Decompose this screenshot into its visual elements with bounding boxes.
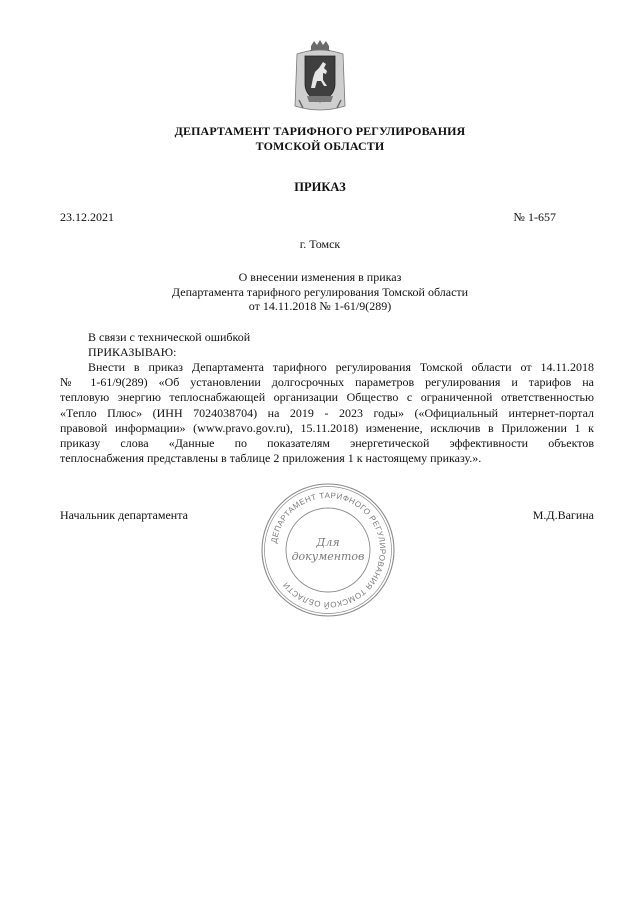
subject-line: О внесении изменения в приказ (238, 270, 402, 284)
basis-text: В связи с технической ошибкой (88, 330, 251, 344)
order-body (60, 360, 594, 466)
signatory-title: Начальник департамента (60, 508, 188, 522)
body-line: приказу слова «Данные по показателям энергетической эффективности объектов (60, 435, 594, 450)
tomsk-coat-of-arms-icon (293, 40, 347, 112)
document-city: г. Томск (299, 237, 341, 251)
document-number: № 1-657 (513, 210, 556, 224)
document-subject (0, 270, 640, 314)
subject-line: Департамента тарифного регулирования Томской области (171, 284, 469, 299)
department-name-line1: ДЕПАРТАМЕНТ ТАРИФНОГО РЕГУЛИРОВАНИЯ (174, 124, 466, 138)
signatory-name: М.Д.Вагина (532, 508, 594, 522)
stamp-inner-line2: документов (291, 550, 365, 563)
body-line: теплоснабжения представлены в таблице 2 приложения 1 к настоящему приказу.». (60, 451, 482, 466)
department-name-line2: ТОМСКОЙ ОБЛАСТИ (255, 139, 385, 153)
body-line: тепловую энергию теплоснабжающей организации Общество с ограниченной ответственностью (60, 390, 594, 405)
order-word: ПРИКАЗЫВАЮ: (88, 345, 177, 359)
body-line: Внести в приказ Департамента тарифного регулирования Томской области от 14.11.2018 (88, 360, 594, 374)
body-line: правовой информации» (www.pravo.gov.ru), 15.11.2018) изменение, исключив в Приложении 1 к (60, 420, 594, 435)
subject-line: от 14.11.2018 № 1-61/9(289) (248, 299, 392, 313)
body-line: «Тепло Плюс» (ИНН 7024038704) на 2019 - 2023 годы» («Официальный интернет-портал (60, 405, 594, 420)
document-date: 23.12.2021 (60, 210, 114, 224)
stamp-inner-line1: Для (316, 536, 340, 549)
body-line: № 1-61/9(289) «Об установлении долгосрочных параметров регулирования и тарифов на (60, 375, 594, 390)
stamp-outer-text: ДЕПАРТАМЕНТ ТАРИФНОГО РЕГУЛИРОВАНИЯ ТОМСКОЙ ОБЛАСТИ (269, 490, 388, 610)
document-type: ПРИКАЗ (294, 180, 346, 194)
official-stamp (258, 480, 398, 620)
